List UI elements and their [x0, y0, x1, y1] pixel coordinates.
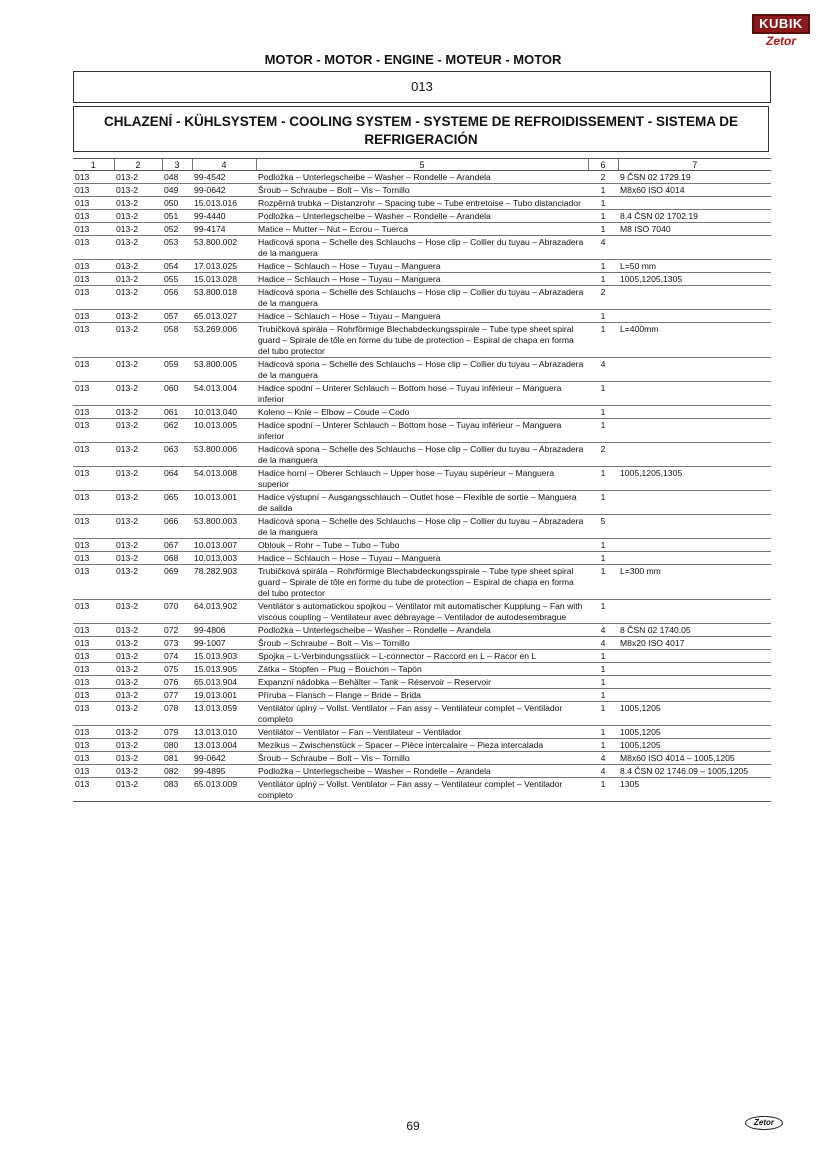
subgroup-cell: 013-2 [114, 539, 162, 552]
part-number-cell: 65.013.009 [192, 778, 256, 802]
quantity-cell: 1 [588, 419, 618, 443]
description-cell: Hadice – Schlauch – Hose – Tuyau – Manguera [256, 310, 588, 323]
description-cell: Hadicová spona – Schelle des Schlauchs – Hose clip – Collier du tuyau – Abrazadera de la manguera [256, 515, 588, 539]
note-cell [618, 236, 771, 260]
page-number: 69 [406, 1119, 420, 1133]
note-cell [618, 552, 771, 565]
group-cell: 013 [73, 171, 114, 184]
group-cell: 013 [73, 689, 114, 702]
description-cell: Ventilátor úplný – Vollst. Ventilator – Fan assy – Ventilateur complet – Ventilador completo [256, 778, 588, 802]
description-cell: Hadice spodní – Unterer Schlauch – Bottom hose – Tuyau inférieur – Manguera inferior [256, 382, 588, 406]
subgroup-cell: 013-2 [114, 273, 162, 286]
table-row [73, 491, 771, 515]
zetor-footer-logo: Zetor [745, 1116, 783, 1130]
table-row [73, 184, 771, 197]
part-number-cell: 99-4174 [192, 223, 256, 236]
note-cell: M8 ISO 7040 [618, 223, 771, 236]
page-title: MOTOR - MOTOR - ENGINE - MOTEUR - MOTOR [264, 52, 562, 67]
table-row [73, 650, 771, 663]
group-cell: 013 [73, 552, 114, 565]
description-cell: Hadicová spona – Schelle des Schlauchs – Hose clip – Collier du tuyau – Abrazadera de la manguera [256, 443, 588, 467]
note-cell: 1005,1205 [618, 726, 771, 739]
part-number-cell: 99-0642 [192, 184, 256, 197]
quantity-cell: 1 [588, 260, 618, 273]
table-row [73, 676, 771, 689]
table-row [73, 286, 771, 310]
position-cell: 082 [162, 765, 192, 778]
table-row [73, 726, 771, 739]
position-cell: 061 [162, 406, 192, 419]
subgroup-cell: 013-2 [114, 752, 162, 765]
description-cell: Hadice – Schlauch – Hose – Tuyau – Manguera [256, 552, 588, 565]
quantity-cell: 4 [588, 358, 618, 382]
subgroup-cell: 013-2 [114, 323, 162, 358]
subgroup-cell: 013-2 [114, 197, 162, 210]
note-cell [618, 443, 771, 467]
part-number-cell: 17.013.025 [192, 260, 256, 273]
position-cell: 052 [162, 223, 192, 236]
group-code-box: 013 [73, 71, 771, 103]
table-row [73, 310, 771, 323]
subgroup-cell: 013-2 [114, 260, 162, 273]
position-cell: 058 [162, 323, 192, 358]
group-cell: 013 [73, 663, 114, 676]
part-number-cell: 13.013.004 [192, 739, 256, 752]
note-cell: 8 ČSN 02 1740.05 [618, 624, 771, 637]
position-cell: 078 [162, 702, 192, 726]
note-cell [618, 382, 771, 406]
group-cell: 013 [73, 778, 114, 802]
quantity-cell: 2 [588, 171, 618, 184]
section-title: CHLAZENÍ - KÜHLSYSTEM - COOLING SYSTEM - SYSTEME DE REFROIDISSEMENT - SISTEMA DE REFRIGERACIÓN [73, 106, 769, 152]
position-cell: 068 [162, 552, 192, 565]
note-cell [618, 419, 771, 443]
position-cell: 083 [162, 778, 192, 802]
description-cell: Mezikus – Zwischenstück – Spacer – Pièce intercalaire – Pieza intercalada [256, 739, 588, 752]
note-cell: M8x20 ISO 4017 [618, 637, 771, 650]
note-cell: 9 ČSN 02 1729.19 [618, 171, 771, 184]
table-row [73, 223, 771, 236]
column-header: 2 [114, 159, 162, 171]
group-cell: 013 [73, 382, 114, 406]
table-row [73, 765, 771, 778]
part-number-cell: 99-0642 [192, 752, 256, 765]
description-cell: Ventilátor úplný – Vollst. Ventilator – Fan assy – Ventilateur complet – Ventilador completo [256, 702, 588, 726]
part-number-cell: 15.013.028 [192, 273, 256, 286]
quantity-cell: 1 [588, 739, 618, 752]
note-cell [618, 689, 771, 702]
quantity-cell: 1 [588, 467, 618, 491]
subgroup-cell: 013-2 [114, 689, 162, 702]
group-cell: 013 [73, 515, 114, 539]
group-cell: 013 [73, 358, 114, 382]
quantity-cell: 1 [588, 565, 618, 600]
position-cell: 057 [162, 310, 192, 323]
table-row [73, 689, 771, 702]
group-cell: 013 [73, 467, 114, 491]
part-number-cell: 99-4895 [192, 765, 256, 778]
description-cell: Ventilátor s automatickou spojkou – Ventilator mit automatischer Kupplung – Fan with viscous coupling – Ventilateur avec débrayage – Ventilador de autodesembrague [256, 600, 588, 624]
position-cell: 056 [162, 286, 192, 310]
note-cell: 1005,1205 [618, 702, 771, 726]
column-header: 7 [618, 159, 771, 171]
part-number-cell: 78.282.903 [192, 565, 256, 600]
part-number-cell: 53.800.005 [192, 358, 256, 382]
subgroup-cell: 013-2 [114, 663, 162, 676]
description-cell: Hadicová spona – Schelle des Schlauchs – Hose clip – Collier du tuyau – Abrazadera de la manguera [256, 358, 588, 382]
note-cell [618, 406, 771, 419]
group-cell: 013 [73, 223, 114, 236]
subgroup-cell: 013-2 [114, 565, 162, 600]
quantity-cell: 4 [588, 236, 618, 260]
group-cell: 013 [73, 286, 114, 310]
position-cell: 073 [162, 637, 192, 650]
description-cell: Ventilátor – Ventilator – Fan – Ventilateur – Ventilador [256, 726, 588, 739]
group-cell: 013 [73, 752, 114, 765]
quantity-cell: 1 [588, 197, 618, 210]
position-cell: 053 [162, 236, 192, 260]
quantity-cell: 1 [588, 650, 618, 663]
position-cell: 077 [162, 689, 192, 702]
description-cell: Hadice výstupní – Ausgangsschlauch – Outlet hose – Flexible de sortie – Manguera de salida [256, 491, 588, 515]
part-number-cell: 53.800.006 [192, 443, 256, 467]
note-cell: 1005,1205,1305 [618, 467, 771, 491]
part-number-cell: 13.013.010 [192, 726, 256, 739]
table-row [73, 600, 771, 624]
group-cell: 013 [73, 419, 114, 443]
subgroup-cell: 013-2 [114, 236, 162, 260]
quantity-cell: 1 [588, 663, 618, 676]
quantity-cell: 5 [588, 515, 618, 539]
description-cell: Hadice – Schlauch – Hose – Tuyau – Manguera [256, 273, 588, 286]
kubik-logo-text: KUBIK [752, 14, 810, 34]
quantity-cell: 1 [588, 323, 618, 358]
position-cell: 074 [162, 650, 192, 663]
subgroup-cell: 013-2 [114, 637, 162, 650]
subgroup-cell: 013-2 [114, 765, 162, 778]
position-cell: 051 [162, 210, 192, 223]
description-cell: Hadicová spona – Schelle des Schlauchs – Hose clip – Collier du tuyau – Abrazadera de la manguera [256, 286, 588, 310]
group-cell: 013 [73, 210, 114, 223]
subgroup-cell: 013-2 [114, 443, 162, 467]
note-cell [618, 358, 771, 382]
table-row [73, 419, 771, 443]
table-row [73, 382, 771, 406]
description-cell: Hadice spodní – Unterer Schlauch – Bottom hose – Tuyau inférieur – Manguera inferior [256, 419, 588, 443]
note-cell [618, 310, 771, 323]
position-cell: 050 [162, 197, 192, 210]
subgroup-cell: 013-2 [114, 310, 162, 323]
part-number-cell: 64.013.902 [192, 600, 256, 624]
description-cell: Rozpěrná trubka – Distanzrohr – Spacing tube – Tube entretoise – Tubo distanciador [256, 197, 588, 210]
note-cell: L=400mm [618, 323, 771, 358]
quantity-cell: 1 [588, 702, 618, 726]
position-cell: 066 [162, 515, 192, 539]
group-cell: 013 [73, 236, 114, 260]
quantity-cell: 1 [588, 406, 618, 419]
table-row [73, 624, 771, 637]
position-cell: 081 [162, 752, 192, 765]
note-cell: L=300 mm [618, 565, 771, 600]
quantity-cell: 1 [588, 491, 618, 515]
quantity-cell: 1 [588, 778, 618, 802]
note-cell: 1005,1205 [618, 739, 771, 752]
description-cell: Spojka – L-Verbindungsstück – L-connector – Raccord en L – Racor en L [256, 650, 588, 663]
note-cell [618, 676, 771, 689]
group-cell: 013 [73, 443, 114, 467]
column-header: 5 [256, 159, 588, 171]
group-cell: 013 [73, 726, 114, 739]
subgroup-cell: 013-2 [114, 467, 162, 491]
subgroup-cell: 013-2 [114, 406, 162, 419]
table-row [73, 539, 771, 552]
note-cell: 8.4 ČSN 02 1746.09 – 1005,1205 [618, 765, 771, 778]
quantity-cell: 4 [588, 765, 618, 778]
position-cell: 072 [162, 624, 192, 637]
note-cell: M8x60 ISO 4014 – 1005,1205 [618, 752, 771, 765]
description-cell: Trubičková spirála – Rohrförmige Blechabdeckungsspirale – Tube type sheet spiral guard – Spirale de tôle en forme du tube de protection – Espiral de chapa en forma del tubo protector [256, 323, 588, 358]
zetor-logo-text: Zetor [766, 34, 796, 48]
group-cell: 013 [73, 273, 114, 286]
subgroup-cell: 013-2 [114, 624, 162, 637]
group-cell: 013 [73, 600, 114, 624]
part-number-cell: 99-4806 [192, 624, 256, 637]
table-row [73, 702, 771, 726]
part-number-cell: 10.013.003 [192, 552, 256, 565]
description-cell: Podložka – Unterlegscheibe – Washer – Rondelle – Arandela [256, 171, 588, 184]
description-cell: Podložka – Unterlegscheibe – Washer – Rondelle – Arandela [256, 624, 588, 637]
note-cell [618, 286, 771, 310]
part-number-cell: 15.013.905 [192, 663, 256, 676]
table-row [73, 443, 771, 467]
description-cell: Příruba – Flansch – Flange – Bride – Brida [256, 689, 588, 702]
part-number-cell: 10.013.005 [192, 419, 256, 443]
position-cell: 067 [162, 539, 192, 552]
position-cell: 055 [162, 273, 192, 286]
subgroup-cell: 013-2 [114, 650, 162, 663]
group-cell: 013 [73, 197, 114, 210]
quantity-cell: 2 [588, 286, 618, 310]
position-cell: 070 [162, 600, 192, 624]
quantity-cell: 1 [588, 210, 618, 223]
subgroup-cell: 013-2 [114, 286, 162, 310]
position-cell: 060 [162, 382, 192, 406]
quantity-cell: 1 [588, 552, 618, 565]
description-cell: Zátka – Stopfen – Plug – Bouchon – Tapón [256, 663, 588, 676]
quantity-cell: 2 [588, 443, 618, 467]
table-row [73, 752, 771, 765]
subgroup-cell: 013-2 [114, 739, 162, 752]
subgroup-cell: 013-2 [114, 726, 162, 739]
note-cell: 8.4 ČSN 02 1702.19 [618, 210, 771, 223]
group-cell: 013 [73, 539, 114, 552]
note-cell [618, 600, 771, 624]
position-cell: 059 [162, 358, 192, 382]
quantity-cell: 1 [588, 726, 618, 739]
note-cell [618, 197, 771, 210]
part-number-cell: 54.013.004 [192, 382, 256, 406]
table-row [73, 273, 771, 286]
table-row [73, 515, 771, 539]
table-row [73, 236, 771, 260]
table-row [73, 210, 771, 223]
part-number-cell: 53.800.018 [192, 286, 256, 310]
group-cell: 013 [73, 702, 114, 726]
part-number-cell: 13.013.059 [192, 702, 256, 726]
table-row [73, 406, 771, 419]
table-row [73, 637, 771, 650]
table-row [73, 171, 771, 184]
group-cell: 013 [73, 184, 114, 197]
position-cell: 049 [162, 184, 192, 197]
table-row [73, 739, 771, 752]
description-cell: Expanzní nádobka – Behälter – Tank – Réservoir – Reservoir [256, 676, 588, 689]
part-number-cell: 53.269.006 [192, 323, 256, 358]
part-number-cell: 99-1007 [192, 637, 256, 650]
part-number-cell: 10.013.040 [192, 406, 256, 419]
column-header: 6 [588, 159, 618, 171]
part-number-cell: 53.800.003 [192, 515, 256, 539]
quantity-cell: 1 [588, 689, 618, 702]
group-cell: 013 [73, 491, 114, 515]
position-cell: 063 [162, 443, 192, 467]
note-cell [618, 650, 771, 663]
subgroup-cell: 013-2 [114, 419, 162, 443]
quantity-cell: 1 [588, 539, 618, 552]
part-number-cell: 19.013.001 [192, 689, 256, 702]
column-header: 1 [73, 159, 114, 171]
quantity-cell: 1 [588, 223, 618, 236]
parts-table-body [73, 171, 771, 802]
position-cell: 075 [162, 663, 192, 676]
note-cell: L=50 mm [618, 260, 771, 273]
group-cell: 013 [73, 406, 114, 419]
quantity-cell: 4 [588, 624, 618, 637]
part-number-cell: 53.800.002 [192, 236, 256, 260]
table-row [73, 323, 771, 358]
description-cell: Podložka – Unterlegscheibe – Washer – Rondelle – Arandela [256, 210, 588, 223]
quantity-cell: 1 [588, 273, 618, 286]
part-number-cell: 10.013.007 [192, 539, 256, 552]
group-cell: 013 [73, 323, 114, 358]
description-cell: Šroub – Schraube – Bolt – Vis – Tornillo [256, 637, 588, 650]
description-cell: Hadice horní – Oberer Schlauch – Upper hose – Tuyau supérieur – Manguera superior [256, 467, 588, 491]
column-header: 4 [192, 159, 256, 171]
position-cell: 079 [162, 726, 192, 739]
quantity-cell: 1 [588, 382, 618, 406]
quantity-cell: 1 [588, 310, 618, 323]
position-cell: 048 [162, 171, 192, 184]
part-number-cell: 15.013.903 [192, 650, 256, 663]
part-number-cell: 65.013.027 [192, 310, 256, 323]
subgroup-cell: 013-2 [114, 702, 162, 726]
position-cell: 065 [162, 491, 192, 515]
table-row [73, 552, 771, 565]
subgroup-cell: 013-2 [114, 676, 162, 689]
position-cell: 062 [162, 419, 192, 443]
quantity-cell: 4 [588, 752, 618, 765]
subgroup-cell: 013-2 [114, 171, 162, 184]
subgroup-cell: 013-2 [114, 600, 162, 624]
note-cell: 1005,1205,1305 [618, 273, 771, 286]
group-cell: 013 [73, 624, 114, 637]
description-cell: Hadice – Schlauch – Hose – Tuyau – Manguera [256, 260, 588, 273]
subgroup-cell: 013-2 [114, 184, 162, 197]
part-number-cell: 65.013.904 [192, 676, 256, 689]
note-cell [618, 515, 771, 539]
position-cell: 064 [162, 467, 192, 491]
quantity-cell: 4 [588, 637, 618, 650]
quantity-cell: 1 [588, 184, 618, 197]
group-cell: 013 [73, 565, 114, 600]
group-cell: 013 [73, 676, 114, 689]
part-number-cell: 10.013.001 [192, 491, 256, 515]
part-number-cell: 99-4542 [192, 171, 256, 184]
subgroup-cell: 013-2 [114, 358, 162, 382]
description-cell: Šroub – Schraube – Bolt – Vis – Tornillo [256, 184, 588, 197]
description-cell: Matice – Mutter – Nut – Ecrou – Tuerca [256, 223, 588, 236]
description-cell: Koleno – Knie – Elbow – Coude – Codo [256, 406, 588, 419]
description-cell: Trubičková spirála – Rohrförmige Blechabdeckungsspirale – Tube type sheet spiral guard – Spirale de tôle en forme du tube de protection – Espiral de chapa en forma del tubo protector [256, 565, 588, 600]
subgroup-cell: 013-2 [114, 491, 162, 515]
group-cell: 013 [73, 637, 114, 650]
subgroup-cell: 013-2 [114, 223, 162, 236]
group-cell: 013 [73, 650, 114, 663]
note-cell [618, 539, 771, 552]
table-row [73, 467, 771, 491]
group-cell: 013 [73, 260, 114, 273]
quantity-cell: 1 [588, 600, 618, 624]
position-cell: 076 [162, 676, 192, 689]
position-cell: 080 [162, 739, 192, 752]
position-cell: 069 [162, 565, 192, 600]
description-cell: Oblouk – Rohr – Tube – Tubo – Tubo [256, 539, 588, 552]
table-row [73, 663, 771, 676]
part-number-cell: 15.013.016 [192, 197, 256, 210]
subgroup-cell: 013-2 [114, 210, 162, 223]
column-header: 3 [162, 159, 192, 171]
note-cell: 1305 [618, 778, 771, 802]
part-number-cell: 54.013.008 [192, 467, 256, 491]
subgroup-cell: 013-2 [114, 778, 162, 802]
table-row [73, 358, 771, 382]
note-cell [618, 663, 771, 676]
subgroup-cell: 013-2 [114, 382, 162, 406]
description-cell: Podložka – Unterlegscheibe – Washer – Rondelle – Arandela [256, 765, 588, 778]
group-cell: 013 [73, 739, 114, 752]
table-row [73, 565, 771, 600]
part-number-cell: 99-4440 [192, 210, 256, 223]
group-cell: 013 [73, 765, 114, 778]
table-row [73, 260, 771, 273]
description-cell: Šroub – Schraube – Bolt – Vis – Tornillo [256, 752, 588, 765]
note-cell [618, 491, 771, 515]
description-cell: Hadicová spona – Schelle des Schlauchs – Hose clip – Collier du tuyau – Abrazadera de la manguera [256, 236, 588, 260]
table-header-row [73, 159, 771, 171]
parts-table [73, 158, 771, 802]
table-row [73, 197, 771, 210]
quantity-cell: 1 [588, 676, 618, 689]
group-cell: 013 [73, 310, 114, 323]
subgroup-cell: 013-2 [114, 515, 162, 539]
table-row [73, 778, 771, 802]
subgroup-cell: 013-2 [114, 552, 162, 565]
kubik-zetor-logo [752, 14, 810, 50]
note-cell: M8x60 ISO 4014 [618, 184, 771, 197]
position-cell: 054 [162, 260, 192, 273]
